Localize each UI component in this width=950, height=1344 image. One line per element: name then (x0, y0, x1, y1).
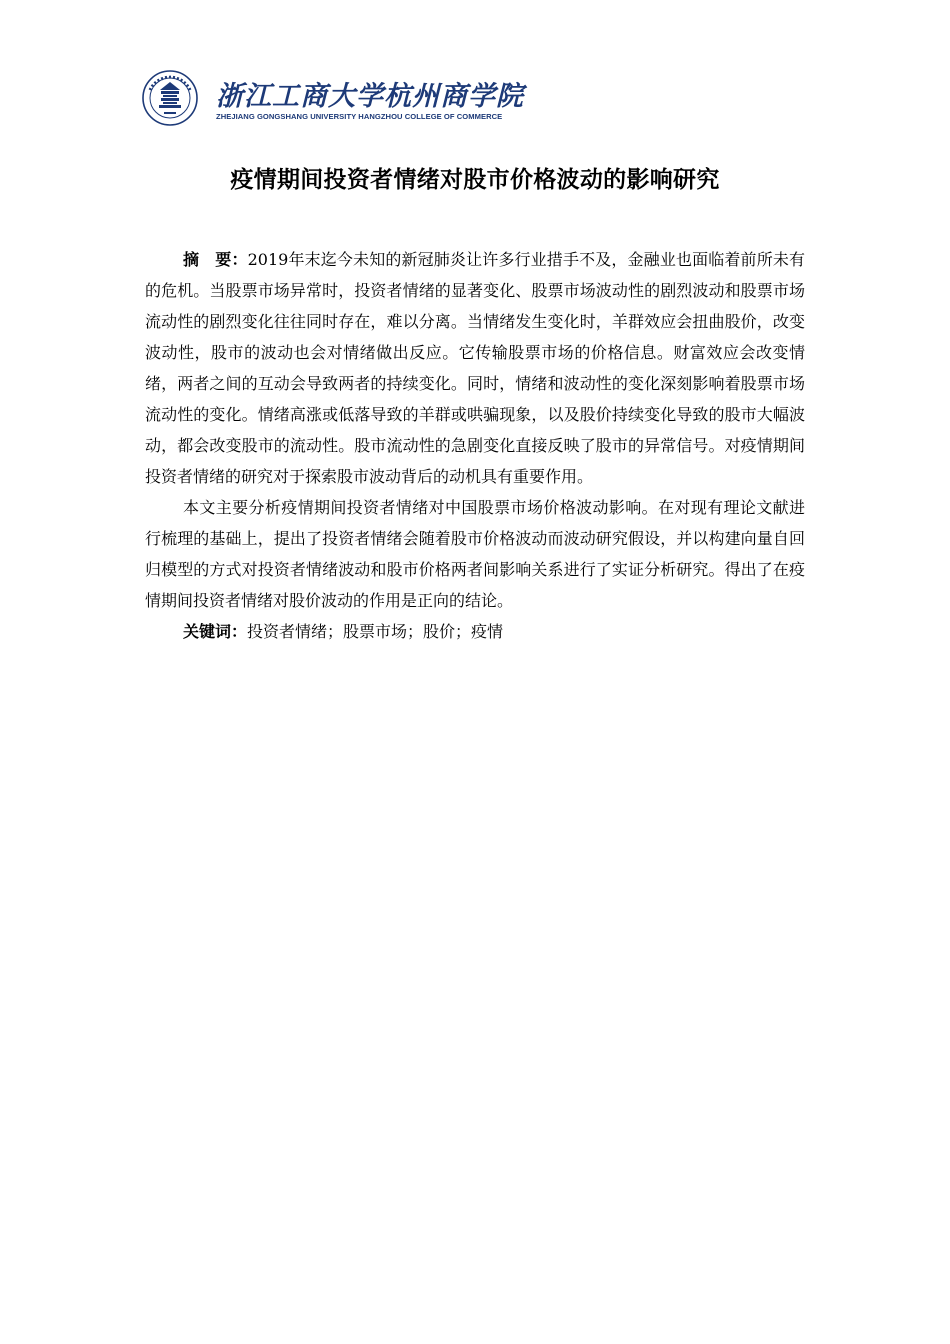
keywords-line (145, 616, 805, 647)
abstract-text-2: 本文主要分析疫情期间投资者情绪对中国股票市场价格波动影响。在对现有理论文献进行梳理的基础上，提出了投资者情绪会随着股市价格波动而波动研究假设，并以构建向量自回归模型的方式对投资者情绪波动和股市价格两者间影响关系进行了实证分析研究。得出了在疫情期间投资者情绪对股价波动的作用是正向的结论。 (145, 498, 805, 610)
university-header (142, 70, 524, 128)
keywords-label: 关键词： (183, 622, 248, 641)
abstract-text-1: 2019年末迄今未知的新冠肺炎让许多行业措手不及，金融业也面临着前所未有的危机。当股票市场异常时，投资者情绪的显著变化、股票市场波动性的剧烈波动和股票市场流动性的剧烈变化往往同时存在，难以分离。当情绪发生变化时，羊群效应会扭曲股价，改变波动性，股市的波动也会对情绪做出反应。它传输股票市场的价格信息。财富效应会改变情绪，两者之间的互动会导致两者的持续变化。同时，情绪和波动性的变化深刻影响着股票市场流动性的变化。情绪高涨或低落导致的羊群或哄骗现象，以及股价持续变化导致的股市大幅波动，都会改变股市的流动性。股市流动性的急剧变化直接反映了股市的异常信号。对疫情期间投资者情绪的研究对于探索股市波动背后的动机具有重要作用。 (145, 250, 805, 486)
abstract-label: 摘 要： (183, 250, 248, 269)
abstract-paragraph-1 (145, 244, 805, 492)
paper-title: 疫情期间投资者情绪对股市价格波动的影响研究 (230, 167, 720, 193)
university-name-cn: 浙江工商大学杭州商学院 (216, 81, 524, 112)
university-seal-icon (142, 70, 198, 126)
abstract-paragraph-2 (145, 492, 805, 616)
abstract-section (145, 244, 805, 647)
university-name-en: ZHEJIANG GONGSHANG UNIVERSITY HANGZHOU COLLEGE OF COMMERCE (216, 112, 503, 121)
keywords-value: 投资者情绪；股票市场；股价；疫情 (247, 622, 504, 641)
